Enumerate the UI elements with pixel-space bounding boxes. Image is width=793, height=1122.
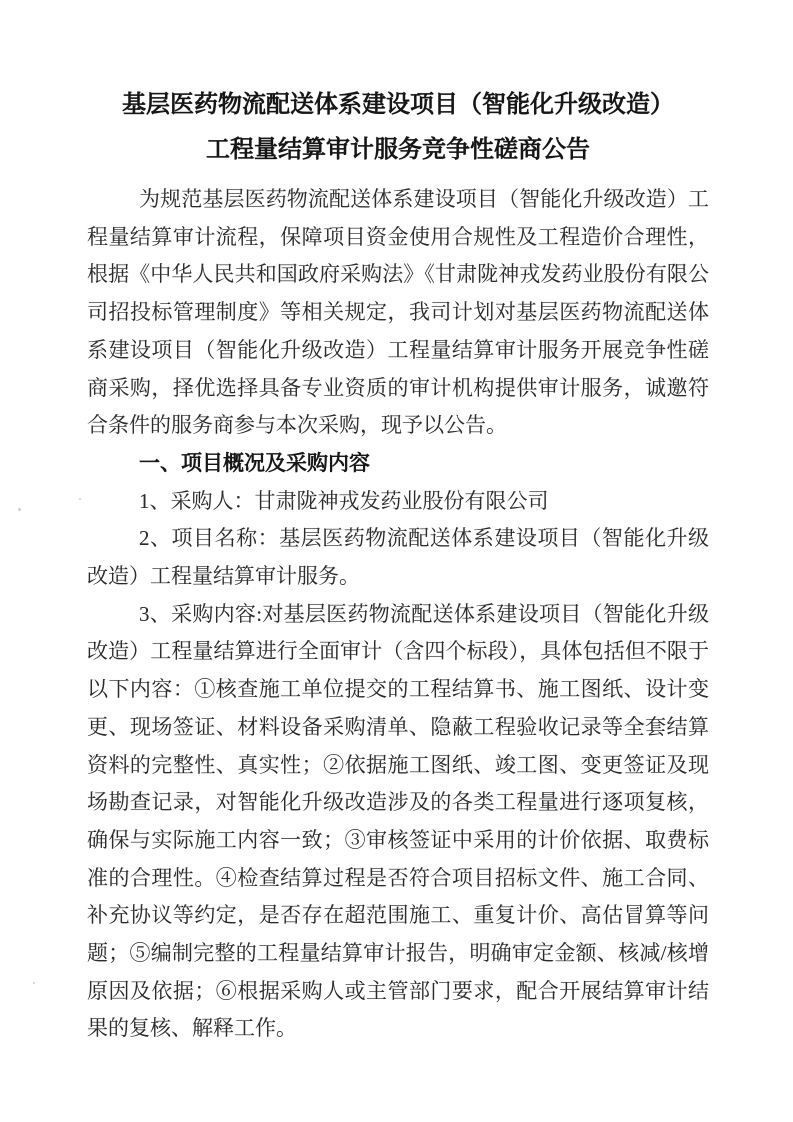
paragraph-intro: 为规范基层医药物流配送体系建设项目（智能化升级改造）工程量结算审计流程，保障项目资金使用合规性及工程造价合理性，根据《中华人民共和国政府采购法》《甘肃陇神戎发药业股份有限公司招投标管理制度》等相关规定，我司计划对基层医药物流配送体系建设项目（智能化升级改造）工程量结算审计服务开展竞争性磋商采购，择优选择具备专业资质的审计机构提供审计服务，诚邀符合条件的服务商参与本次采购，现予以公告。 — [87, 187, 709, 438]
paragraph-procurement-content: 3、采购内容:对基层医药物流配送体系建设项目（智能化升级改造）工程量结算进行全面审计（含四个标段），具体包括但不限于以下内容：①核查施工单位提交的工程结算书、施工图纸、设计变更、现场签证、材料设备采购清单、隐蔽工程验收记录等全套结算资料的完整性、真实性；②依据施工图纸、竣工图、变更签证及现场勘查记录，对智能化升级改造涉及的各类工程量进行逐项复核，确保与实际施工内容一致；③审核签证中采用的计价依据、取费标准的合理性。④检查结算过程是否符合项目招标文件、施工合同、补充协议等约定，是否存在超范围施工、重复计价、高估冒算等问题；⑤编制完整的工程量结算审计报告，明确审定金额、核减/核增原因及依据；⑥根据采购人或主管部门要求，配合开展结算审计结果的复核、解释工作。 — [87, 601, 709, 1041]
document-title-line2: 工程量结算审计服务竞争性磋商公告 — [206, 137, 590, 163]
scan-speck — [79, 498, 81, 500]
scan-speck — [18, 508, 21, 511]
scan-speck — [33, 982, 35, 984]
document-title — [87, 83, 709, 173]
paragraph-purchaser: 1、采购人：甘肃陇神戎发药业股份有限公司 — [139, 488, 549, 513]
paragraph-project-name: 2、项目名称：基层医药物流配送体系建设项目（智能化升级改造）工程量结算审计服务。 — [87, 526, 709, 589]
document-title-line1: 基层医药物流配送体系建设项目（智能化升级改造） — [122, 92, 674, 118]
section-heading-project-overview: 一、项目概况及采购内容 — [139, 450, 370, 475]
